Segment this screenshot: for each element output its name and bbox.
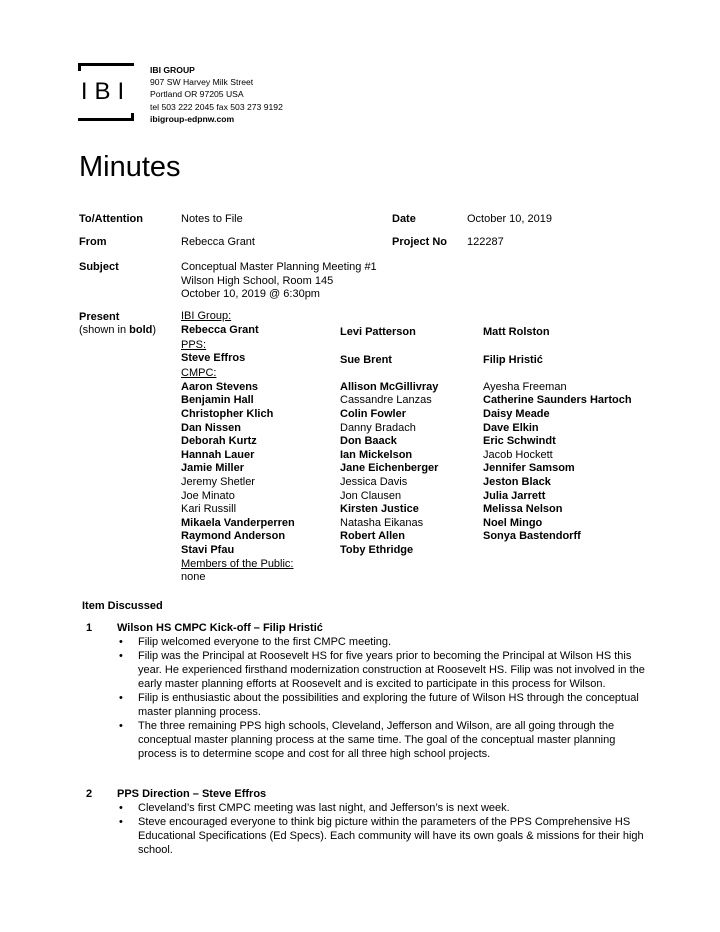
company-name: IBI GROUP bbox=[150, 65, 195, 75]
attendee-name: Steve Effros bbox=[181, 352, 246, 365]
present-note bbox=[79, 324, 156, 338]
website: ibigroup-edpnw.com bbox=[150, 113, 235, 124]
attendee-name: Allison McGillivray bbox=[340, 380, 439, 393]
attendee-name: Catherine Saunders Hartoch bbox=[483, 394, 632, 407]
attendee-name: Kari Russill bbox=[181, 503, 237, 516]
attendee-name: Ayesha Freeman bbox=[483, 380, 567, 393]
phone: tel 503 222 2045 fax 503 273 9192 bbox=[150, 101, 283, 112]
date-value: October 10, 2019 bbox=[467, 213, 553, 225]
from-label: From bbox=[79, 236, 107, 248]
attendee-name: Julia Jarrett bbox=[483, 489, 546, 502]
attendee-name: Jamie Miller bbox=[181, 462, 244, 475]
logo-top-bar bbox=[78, 63, 134, 66]
attendee-name: Jeremy Shetler bbox=[181, 475, 255, 488]
item-heading: PPS Direction – Steve Effros bbox=[117, 788, 267, 800]
to-value: Notes to File bbox=[181, 213, 243, 225]
bullet: • The three remaining PPS high schools, Cleveland, Jefferson and Wilson, are all going through the conceptual master planning process at the same time. The goal of the conceptual master planning process is to determine scope and cost for all three high school projects. bbox=[117, 719, 645, 761]
attendee-name: Sue Brent bbox=[340, 354, 392, 367]
bullet: • Filip is enthusiastic about the possibilities and exploring the future of Wilson HS through the conceptual master planning process. bbox=[117, 691, 645, 719]
present-note-post: ) bbox=[152, 324, 157, 336]
attendee-name: Raymond Anderson bbox=[181, 530, 286, 543]
street: 907 SW Harvey Milk Street bbox=[150, 77, 254, 88]
bullet: • Filip was the Principal at Roosevelt HS for five years prior to becoming the Principal at Wilson HS this year. He experienced firsthand modernization construction at Roosevelt HS. Filip was not involved in the early master planning efforts at Roosevelt and is excited to participate in this process for Wilson. bbox=[117, 649, 645, 691]
attendee-name: Jessica Davis bbox=[340, 475, 408, 488]
subject-line: Conceptual Master Planning Meeting #1 bbox=[181, 261, 377, 273]
attendee-name: Sonya Bastendorff bbox=[483, 530, 581, 543]
date-label: Date bbox=[392, 213, 416, 225]
attendee-name: Robert Allen bbox=[340, 530, 405, 543]
attendee-name: Stavi Pfau bbox=[181, 543, 235, 556]
attendee-name: Eric Schwindt bbox=[483, 435, 556, 448]
attendee-name: Danny Bradach bbox=[340, 421, 416, 434]
present-note-pre: (shown in bbox=[79, 324, 130, 336]
attendee-name: Benjamin Hall bbox=[181, 394, 254, 407]
subject-value bbox=[181, 261, 377, 302]
subject-line: Wilson High School, Room 145 bbox=[181, 274, 334, 287]
item-number: 1 bbox=[86, 622, 93, 634]
attendee-name: Joe Minato bbox=[181, 489, 235, 502]
attendee-name: Rebecca Grant bbox=[181, 323, 259, 336]
bullet: • Steve encouraged everyone to think big picture within the parameters of the PPS Comprehensive HS Educational Specifications (Ed Specs). Each community will have its own goals & missions for their high school. bbox=[117, 815, 645, 857]
project-value: 122287 bbox=[467, 236, 504, 248]
bullet: • Cleveland’s first CMPC meeting was last night, and Jefferson’s is next week. bbox=[117, 801, 645, 815]
attendee-name: Ian Mickelson bbox=[340, 448, 413, 461]
present-note-bold: bold bbox=[129, 324, 153, 336]
attendee-name: Deborah Kurtz bbox=[181, 435, 257, 448]
subject-line: October 10, 2019 @ 6:30pm bbox=[181, 288, 320, 301]
pps-heading: PPS: bbox=[181, 338, 207, 351]
bullet: • Filip welcomed everyone to the first CMPC meeting. bbox=[117, 635, 645, 649]
attendee-name: Christopher Klich bbox=[181, 407, 274, 420]
attendee-name: Mikaela Vanderperren bbox=[181, 516, 295, 529]
logo-bottom-bar bbox=[78, 118, 134, 121]
attendee-name: Daisy Meade bbox=[483, 407, 550, 420]
item-number: 2 bbox=[86, 788, 93, 800]
attendee-name: Dave Elkin bbox=[483, 421, 539, 434]
item-heading: Wilson HS CMPC Kick-off – Filip Hristić bbox=[117, 622, 323, 634]
company-address bbox=[150, 64, 283, 125]
attendee-name: Noel Mingo bbox=[483, 516, 543, 529]
cmpc-heading: CMPC: bbox=[181, 367, 217, 380]
attendee-name: Jon Clausen bbox=[340, 489, 402, 502]
attendee-name: Jeston Black bbox=[483, 475, 551, 488]
attendee-name: Jennifer Samsom bbox=[483, 462, 575, 475]
attendee-name: Jane Eichenberger bbox=[340, 462, 439, 475]
items-heading: Item Discussed bbox=[82, 600, 163, 612]
subject-label: Subject bbox=[79, 261, 119, 273]
ibi-heading: IBI Group: bbox=[181, 310, 232, 322]
city: Portland OR 97205 USA bbox=[150, 89, 244, 100]
public-value: none bbox=[181, 571, 206, 584]
item-bullets bbox=[117, 635, 645, 761]
attendee-name: Dan Nissen bbox=[181, 421, 241, 434]
attendee-name: Matt Rolston bbox=[483, 325, 550, 338]
attendee-name: Kirsten Justice bbox=[340, 503, 419, 516]
to-label: To/Attention bbox=[79, 213, 143, 225]
attendee-name: Filip Hristić bbox=[483, 354, 543, 367]
attendee-name: Melissa Nelson bbox=[483, 503, 563, 516]
page-title: Minutes bbox=[79, 151, 181, 183]
attendee-name: Don Baack bbox=[340, 435, 397, 448]
public-heading: Members of the Public: bbox=[181, 557, 294, 570]
ibi-logo bbox=[78, 63, 134, 121]
item-bullets bbox=[117, 801, 645, 857]
present-label: Present bbox=[79, 311, 120, 323]
project-label: Project No bbox=[392, 236, 448, 248]
attendee-name: Cassandre Lanzas bbox=[340, 394, 432, 407]
attendee-name: Levi Patterson bbox=[340, 325, 416, 338]
logo-corner-tick bbox=[78, 63, 81, 71]
attendee-name: Jacob Hockett bbox=[483, 448, 553, 461]
attendee-name: Aaron Stevens bbox=[181, 380, 259, 393]
from-value: Rebecca Grant bbox=[181, 236, 255, 248]
attendee-name: Toby Ethridge bbox=[340, 543, 414, 556]
attendee-name: Natasha Eikanas bbox=[340, 516, 424, 529]
attendee-name: Hannah Lauer bbox=[181, 448, 255, 461]
logo-letters: IBI bbox=[80, 78, 132, 105]
attendee-name: Colin Fowler bbox=[340, 407, 406, 420]
